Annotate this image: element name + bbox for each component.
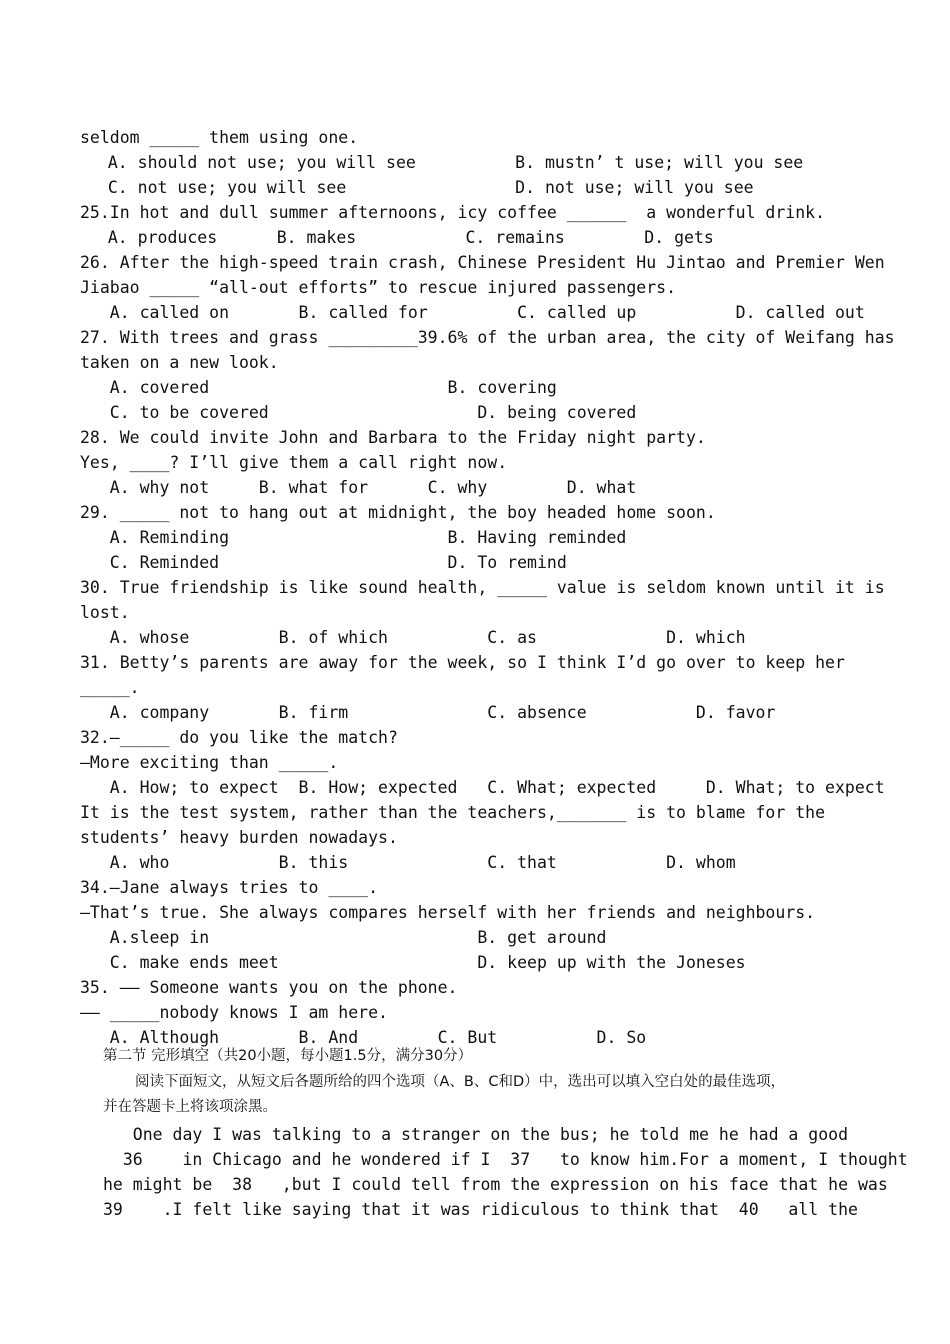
text-line: seldom _____ them using one. [80,128,359,147]
text-line: A. Reminding B. Having reminded [80,528,627,547]
text-line: 27. With trees and grass _________39.6% of the urban area, the city of Weifang has [80,328,895,347]
passage-line: 36 in Chicago and he wondered if I 37 to know him.For a moment, I thought [103,1150,908,1169]
text-line: A. why not B. what for C. why D. what [80,478,637,497]
text-line: —— _____nobody knows I am here. [80,1003,388,1022]
text-line: 32.—_____ do you like the match? [80,728,398,747]
section-heading: 第二节 完形填空（共20小题，每小题1.5分，满分30分） [103,1048,473,1064]
text-line: C. Reminded D. To remind [80,553,567,572]
text-line: 25.In hot and dull summer afternoons, icy coffee ______ a wonderful drink. [80,203,826,222]
text-line: A. should not use; you will see B. mustn’ t use; will you see [88,153,804,172]
text-line: taken on a new look. [80,353,279,372]
text-line: Yes, ____? I’ll give them a call right now. [80,453,508,472]
text-line: Jiabao _____ “all-out efforts” to rescue injured passengers. [80,278,677,297]
text-line: A. company B. firm C. absence D. favor [80,703,776,722]
text-line: 30. True friendship is like sound health, _____ value is seldom known until it is [80,578,885,597]
text-line: —More exciting than _____. [80,753,339,772]
text-line: C. to be covered D. being covered [80,403,637,422]
passage-line: he might be 38 ,but I could tell from the expression on his face that he was [103,1175,888,1194]
text-line: 29. _____ not to hang out at midnight, the boy headed home soon. [80,503,716,522]
text-line: lost. [80,603,130,622]
text-line: A. whose B. of which C. as D. which [80,628,746,647]
text-line: students’ heavy burden nowadays. [80,828,398,847]
text-line: 34.—Jane always tries to ____. [80,878,379,897]
text-line: A. called on B. called for C. called up D. called out [80,303,865,322]
text-line: A. How; to expect B. How; expected C. What; expected D. What; to expect [80,778,885,797]
text-line: C. make ends meet D. keep up with the Joneses [80,953,746,972]
text-line: A. who B. this C. that D. whom [80,853,736,872]
text-line: A. produces B. makes C. remains D. gets [88,228,714,247]
text-line: 28. We could invite John and Barbara to the Friday night party. [80,428,706,447]
text-line: —That’s true. She always compares herself with her friends and neighbours. [80,903,816,922]
text-line: A.sleep in B. get around [80,928,607,947]
passage-line: One day I was talking to a stranger on the bus; he told me he had a good [103,1125,849,1144]
text-line: A. covered B. covering [80,378,557,397]
text-line: 26. After the high-speed train crash, Chinese President Hu Jintao and Premier Wen [80,253,885,272]
text-line: 31. Betty’s parents are away for the week, so I think I’d go over to keep her [80,653,845,672]
section-instruction: 并在答题卡上将该项涂黑。 [103,1099,277,1115]
text-line: A. Although B. And C. But D. So [80,1028,647,1047]
text-line: 35. —— Someone wants you on the phone. [80,978,458,997]
text-line: It is the test system, rather than the teachers,_______ is to blame for the [80,803,826,822]
text-line: _____. [80,678,140,697]
section-instruction: 阅读下面短文，从短文后各题所给的四个选项（A、B、C和D）中，选出可以填入空白处的最佳选项， [135,1074,786,1090]
text-line: C. not use; you will see D. not use; will you see [88,178,754,197]
passage-line: 39 .I felt like saying that it was ridiculous to think that 40 all the [103,1200,858,1219]
